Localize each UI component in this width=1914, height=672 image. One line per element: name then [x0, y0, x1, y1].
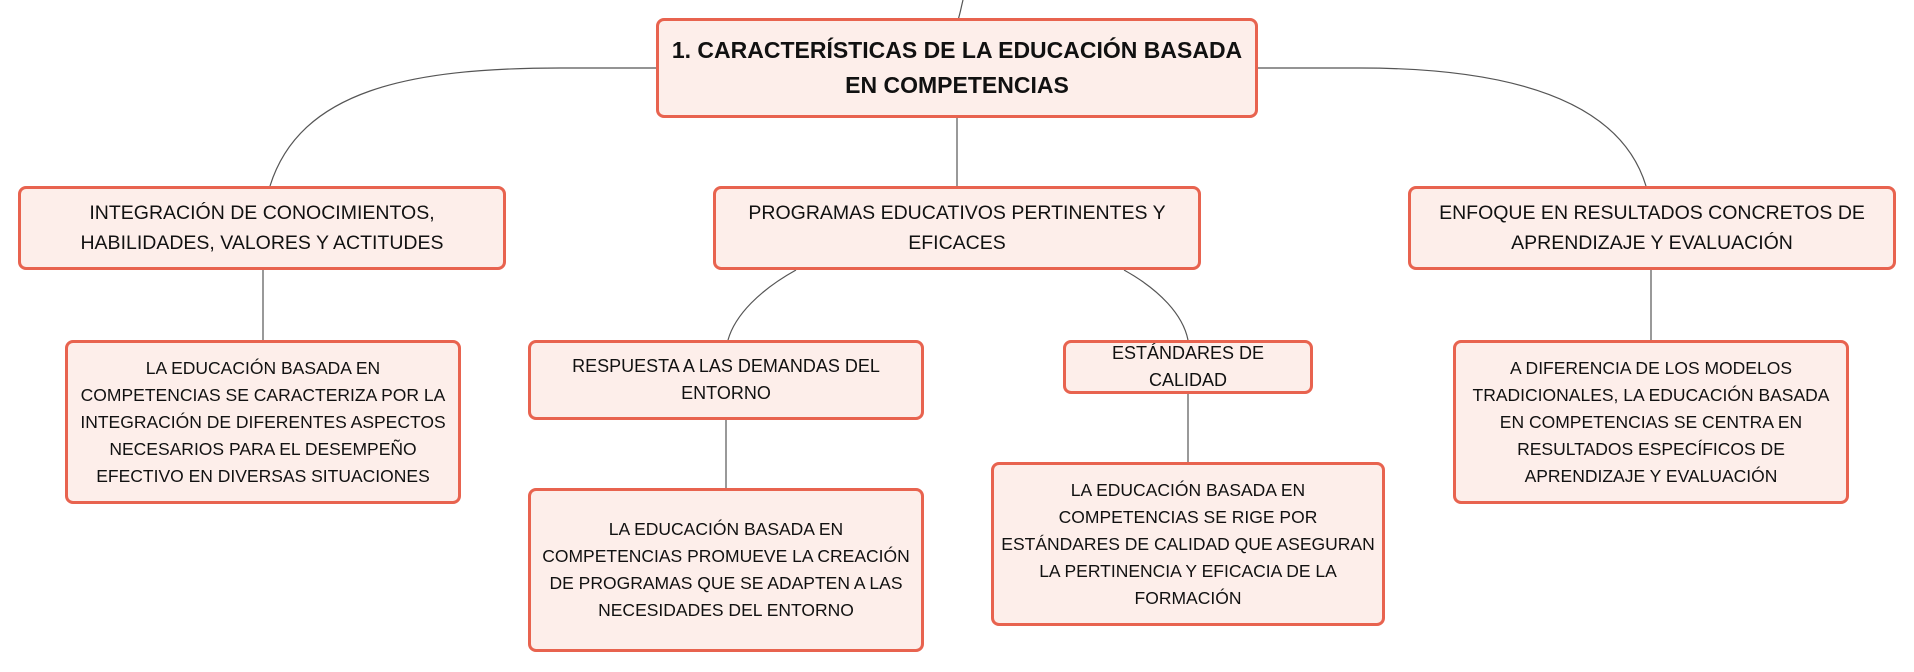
connector-from-parent: [958, 0, 963, 20]
branch-node-label: PROGRAMAS EDUCATIVOS PERTINENTES Y EFICACES: [748, 202, 1166, 254]
connector-branch-2-to-child-1: [728, 270, 796, 340]
detail-node-text: LA EDUCACIÓN BASADA EN COMPETENCIAS PROMUEVE LA CREACIÓN DE PROGRAMAS QUE SE ADAPTEN A LAS NECESIDADES DEL ENTORNO: [542, 519, 910, 620]
detail-node-text: LA EDUCACIÓN BASADA EN COMPETENCIAS SE CARACTERIZA POR LA INTEGRACIÓN DE DIFERENTES ASPECTOS NECESARIOS PARA EL DESEMPEÑO EFECTIVO EN DIVERSAS SITUACIONES: [80, 357, 446, 486]
child-node-respuesta-entorno[interactable]: [528, 340, 924, 420]
detail-node-enfoque[interactable]: [1453, 340, 1849, 504]
branch-node-label: ENFOQUE EN RESULTADOS CONCRETOS DE APRENDIZAJE Y EVALUACIÓN: [1439, 202, 1865, 254]
child-node-label: ESTÁNDARES DE CALIDAD: [1111, 343, 1265, 390]
connector-branch-2-to-child-2: [1124, 270, 1188, 340]
root-node-label: 1. CARACTERÍSTICAS DE LA EDUCACIÓN BASADA EN COMPETENCIAS: [671, 37, 1243, 98]
child-node-estandares-calidad[interactable]: [1063, 340, 1313, 394]
detail-node-estandares-calidad[interactable]: [991, 462, 1385, 626]
connector-root-to-branch-1: [270, 68, 658, 186]
branch-node-integracion[interactable]: [18, 186, 506, 270]
branch-node-programas[interactable]: [713, 186, 1201, 270]
detail-node-integracion[interactable]: [65, 340, 461, 504]
detail-node-text: LA EDUCACIÓN BASADA EN COMPETENCIAS SE RIGE POR ESTÁNDARES DE CALIDAD QUE ASEGURAN LA PERTINENCIA Y EFICACIA DE LA FORMACIÓN: [1001, 479, 1375, 608]
child-node-label: RESPUESTA A LAS DEMANDAS DEL ENTORNO: [572, 356, 880, 403]
detail-node-respuesta-entorno[interactable]: [528, 488, 924, 652]
branch-node-enfoque[interactable]: [1408, 186, 1896, 270]
detail-node-text: A DIFERENCIA DE LOS MODELOS TRADICIONALES, LA EDUCACIÓN BASADA EN COMPETENCIAS SE CENTRA EN RESULTADOS ESPECÍFICOS DE APRENDIZAJE Y EVALUACIÓN: [1472, 357, 1830, 486]
root-node[interactable]: [656, 18, 1258, 118]
connector-root-to-branch-3: [1256, 68, 1646, 186]
branch-node-label: INTEGRACIÓN DE CONOCIMIENTOS, HABILIDADES, VALORES Y ACTITUDES: [80, 202, 444, 254]
